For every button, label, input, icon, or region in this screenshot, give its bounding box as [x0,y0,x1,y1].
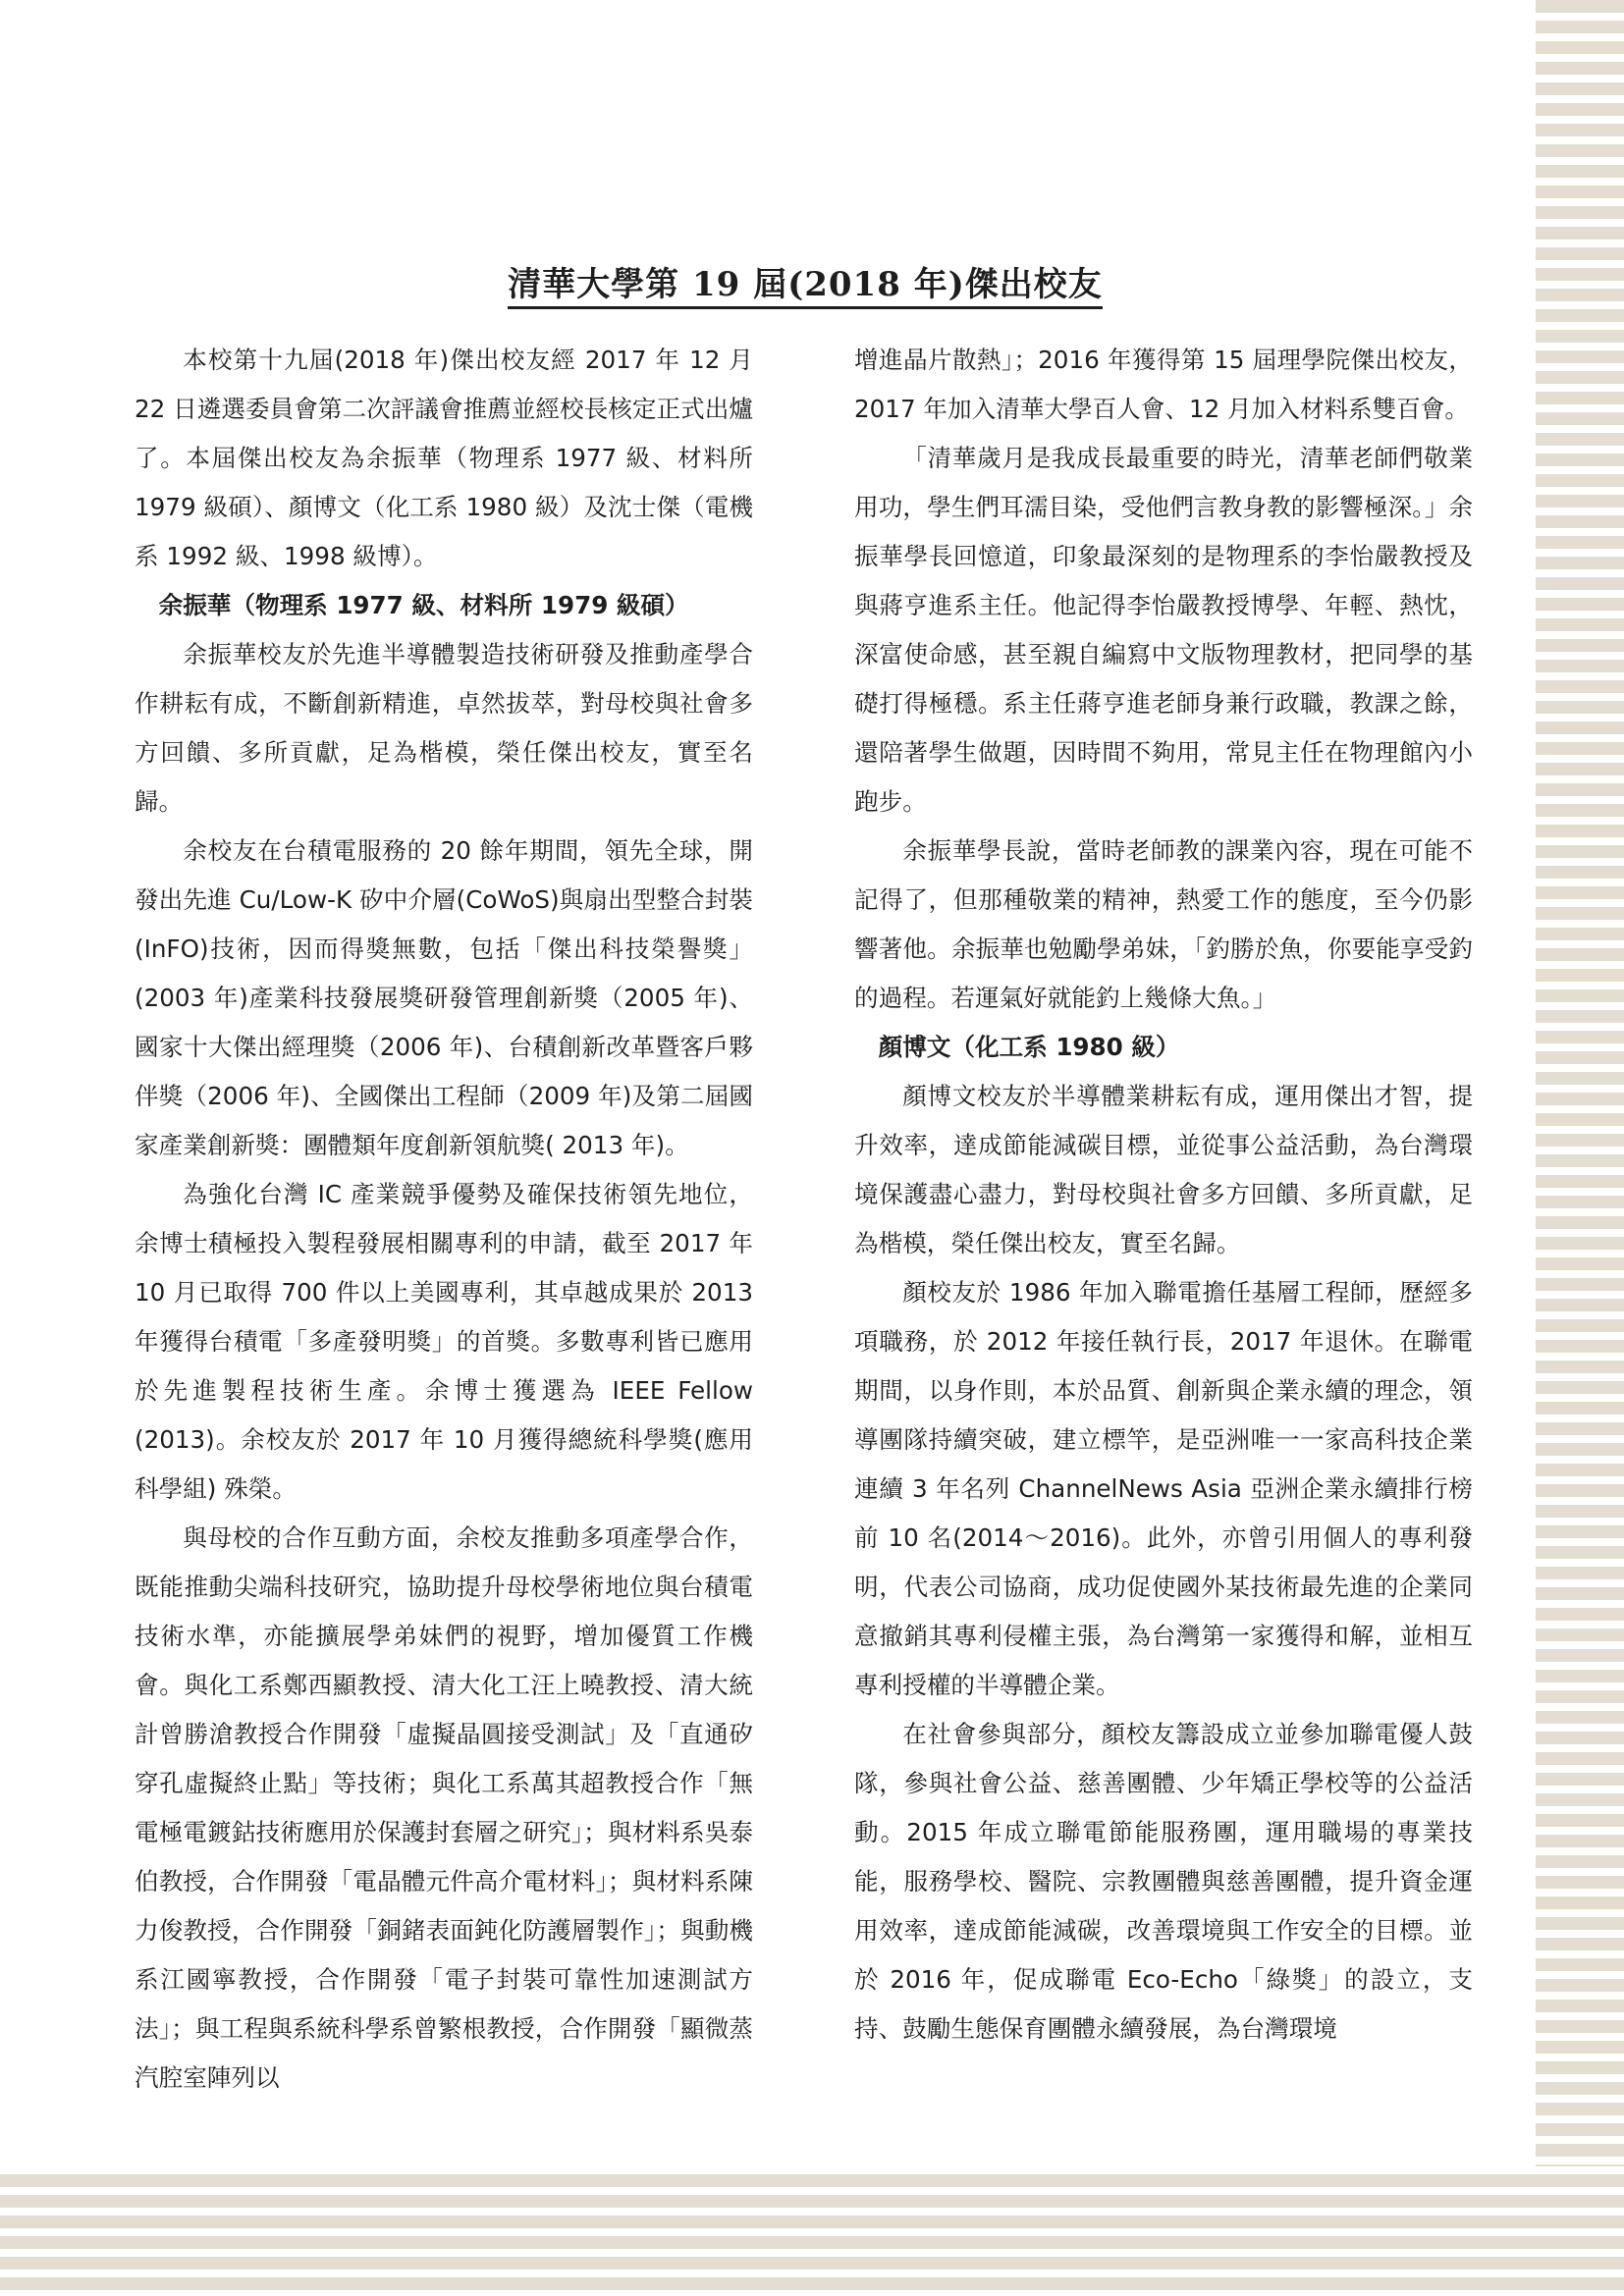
paragraph: 為強化台灣 IC 產業競爭優勢及確保技術領先地位，余博士積極投入製程發展相關專利的申請，截至 2017 年 10 月已取得 700 件以上美國專利，其卓越成果於 2013 年獲得台積電「多產發明獎」的首獎。多數專利皆已應用於先進製程技術生產。余博士獲選為 IEEE Fellow (2013)。余校友於 2017 年 10 月獲得總統科學獎(應用科學組) 殊榮。 [135,1180,753,1503]
paragraph: 顏校友於 1986 年加入聯電擔任基層工程師，歷經多項職務，於 2012 年接任執行長，2017 年退休。在聯電期間，以身作則，本於品質、創新與企業永續的理念，領導團隊持續突破，建立標竿，是亞洲唯一一家高科技企業連續 3 年名列 ChannelNews Asia 亞洲企業永續排行榜前 10 名(2014～2016)。此外，亦曾引用個人的專利發明，代表公司協商，成功促使國外某技術最先進的企業同意撤銷其專利侵權主張，為台灣第一家獲得和解，並相互專利授權的半導體企業。 [854,1278,1473,1699]
decorative-stripes-bottom [0,2166,1624,2296]
section-heading-yu: 余振華（物理系 1977 級、材料所 1979 級碩） [158,591,689,619]
paragraph-continued: 增進晶片散熱」；2016 年獲得第 15 屆理學院傑出校友，2017 年加入清華大學百人會、12 月加入材料系雙百會。 [854,346,1473,423]
intro-paragraph: 本校第十九屆(2018 年)傑出校友經 2017 年 12 月 22 日遴選委員會第二次評議會推薦並經校長核定正式出爐了。本屆傑出校友為余振華（物理系 1977 級、材料所 1979 級碩）、顏博文（化工系 1980 級）及沈士傑（電機系 1992 級、1998 級博）。 [135,346,753,570]
paragraph: 余校友在台積電服務的 20 餘年期間，領先全球，開發出先進 Cu/Low-K 矽中介層(CoWoS)與扇出型整合封裝(InFO)技術，因而得獎無數，包括「傑出科技榮譽獎」(2003 年)產業科技發展獎研發管理創新獎（2005 年)、國家十大傑出經理獎（2006 年)、台積創新改革暨客戶夥伴獎（2006 年)、全國傑出工程師（2009 年)及第二屆國家產業創新獎：團體類年度創新領航獎( 2013 年)。 [135,836,753,1159]
right-column [854,336,1473,2054]
paragraph: 余振華學長說，當時老師教的課業內容，現在可能不記得了，但那種敬業的精神，熱愛工作的態度，至今仍影響著他。余振華也勉勵學弟妹，「釣勝於魚，你要能享受釣的過程。若運氣好就能釣上幾條大魚。」 [854,836,1473,1012]
left-column [135,336,753,2103]
paragraph: 在社會參與部分，顏校友籌設成立並參加聯電優人鼓隊，參與社會公益、慈善團體、少年矯正學校等的公益活動。2015 年成立聯電節能服務團，運用職場的專業技能，服務學校、醫院、宗教團體與慈善團體，提升資金運用效率，達成節能減碳，改善環境與工作安全的目標。並於 2016 年，促成聯電 Eco-Echo「綠獎」的設立，支持、鼓勵生態保育團體永續發展，為台灣環境 [854,1720,1473,2043]
decorative-stripes-right [1536,0,1624,2296]
paragraph: 余振華校友於先進半導體製造技術研發及推動產學合作耕耘有成，不斷創新精進，卓然拔萃，對母校與社會多方回饋、多所貢獻，足為楷模，榮任傑出校友，實至名歸。 [135,640,753,816]
paragraph: 與母校的合作互動方面，余校友推動多項產學合作，既能推動尖端科技研究，協助提升母校學術地位與台積電技術水準，亦能擴展學弟妹們的視野，增加優質工作機會。與化工系鄭西顯教授、清大化工汪上曉教授、清大統計曾勝滄教授合作開發「虛擬晶圓接受測試」及「直通矽穿孔虛擬終止點」等技術；與化工系萬其超教授合作「無電極電鍍鈷技術應用於保護封套層之研究」；與材料系吳泰伯教授，合作開發「電晶體元件高介電材料」；與材料系陳力俊教授，合作開發「銅鍺表面鈍化防護層製作」；與動機系江國寧教授，合作開發「電子封裝可靠性加速測試方法」；與工程與系統科學系曾繁根教授，合作開發「顯微蒸汽腔室陣列以 [135,1523,753,2092]
page-title [0,257,1610,305]
section-heading-yen: 顏博文（化工系 1980 級） [878,1033,1180,1061]
paragraph: 「清華歲月是我成長最重要的時光，清華老師們敬業用功，學生們耳濡目染，受他們言教身教的影響極深。」余振華學長回憶道，印象最深刻的是物理系的李怡嚴教授及與蔣亨進系主任。他記得李怡嚴教授博學、年輕、熱忱，深富使命感，甚至親自編寫中文版物理教材，把同學的基礎打得極穩。系主任蔣亨進老師身兼行政職，教課之餘，還陪著學生做題，因時間不夠用，常見主任在物理館內小跑步。 [854,444,1473,816]
page-title-text: 清華大學第 19 屆(2018 年)傑出校友 [508,265,1103,309]
paragraph: 顏博文校友於半導體業耕耘有成，運用傑出才智，提升效率，達成節能減碳目標，並從事公益活動，為台灣環境保護盡心盡力，對母校與社會多方回饋、多所貢獻，足為楷模，榮任傑出校友，實至名歸。 [854,1082,1473,1257]
